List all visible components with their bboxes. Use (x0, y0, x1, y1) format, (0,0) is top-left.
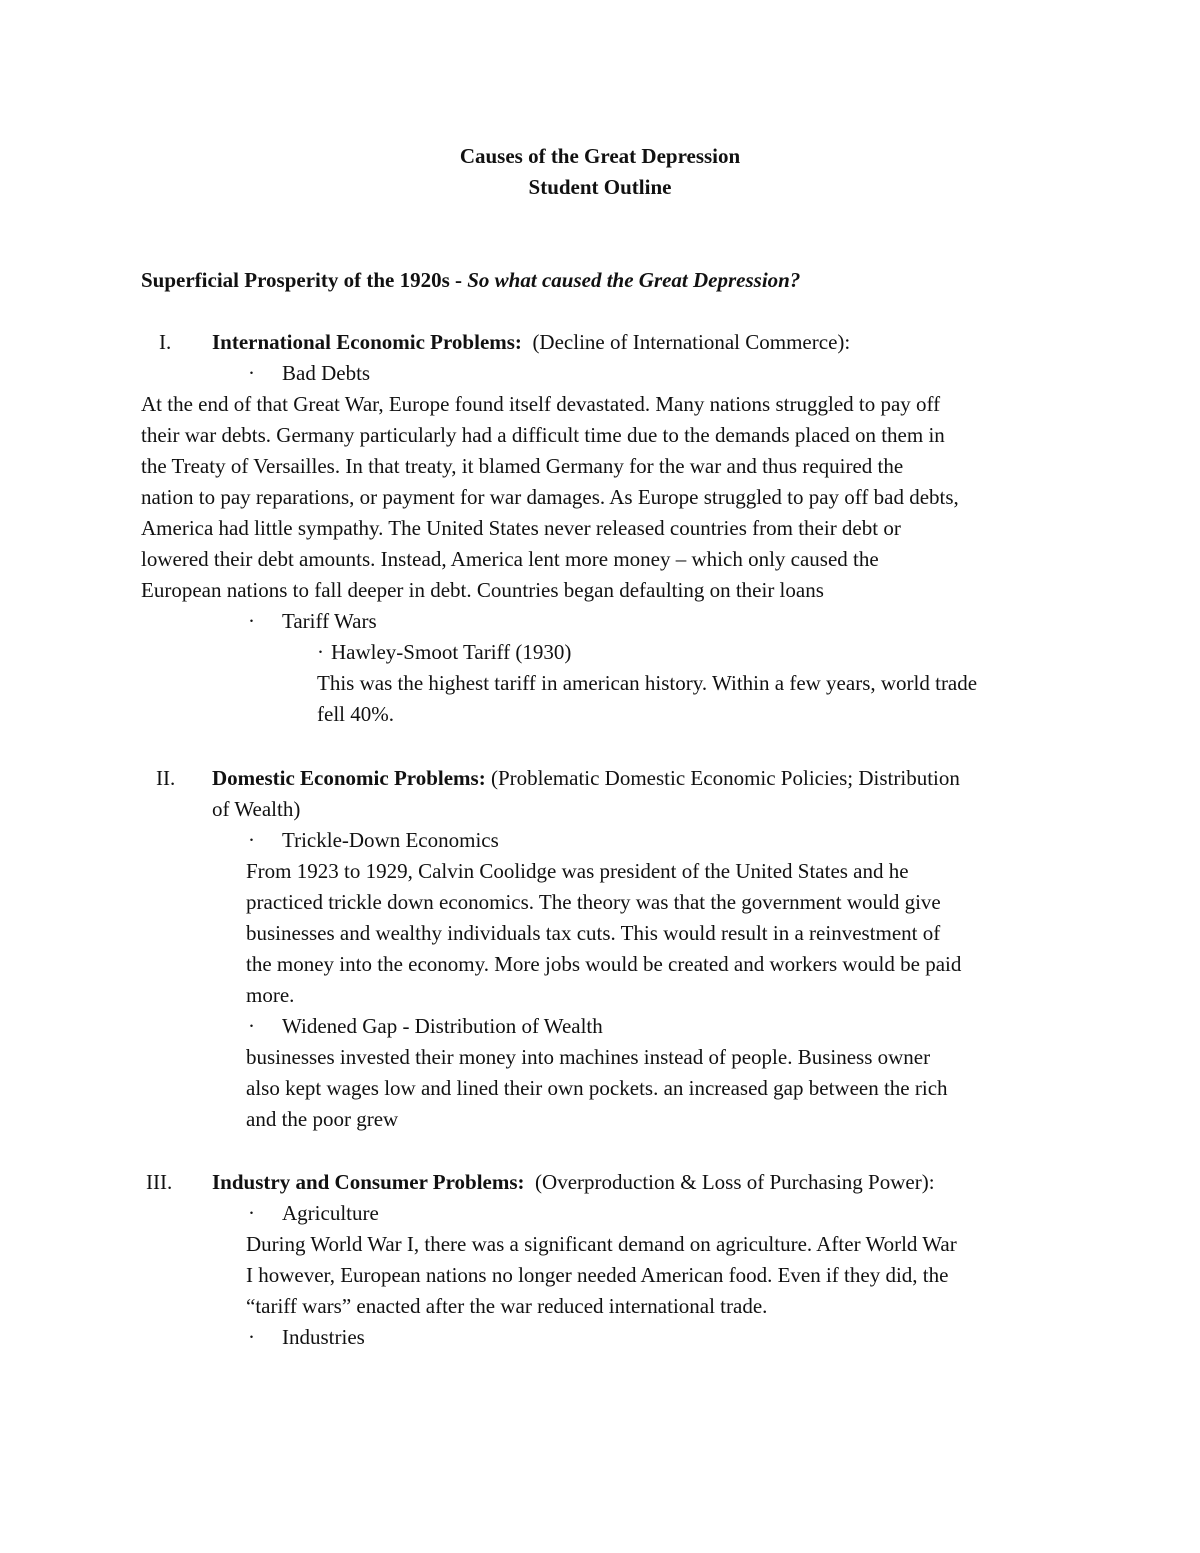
section-1-title: International Economic Problems: (212, 330, 522, 354)
trickle-down-line: businesses and wealthy individuals tax cuts. This would result in a reinvestment of (246, 921, 941, 945)
trickle-down-line: practiced trickle down economics. The theory was that the government would give (246, 890, 941, 914)
section-1-heading (212, 327, 850, 358)
tariff-wars-line: This was the highest tariff in american history. Within a few years, world trade (317, 671, 978, 695)
document-title: Causes of the Great Depression (459, 144, 741, 168)
section-2-subtitle: (Problematic Domestic Economic Policies; Distribution (490, 766, 960, 790)
industries-label: Industries (282, 1325, 365, 1349)
tariff-wars-label: Tariff Wars (282, 609, 377, 633)
bullet-icon: · (248, 609, 255, 633)
bad-debts-line: America had little sympathy. The United States never released countries from their debt or (141, 516, 901, 540)
widened-gap-line: also kept wages low and lined their own pockets. an increased gap between the rich (246, 1076, 948, 1100)
main-heading-bold: Superficial Prosperity of the 1920s (141, 268, 450, 292)
main-heading-question: So what caused the Great Depression? (467, 268, 801, 292)
section-3-numeral: III. (146, 1170, 173, 1194)
bad-debts-line: nation to pay reparations, or payment for war damages. As Europe struggled to pay off bad debts, (141, 485, 959, 509)
bullet-icon: · (248, 361, 255, 385)
agriculture-label: Agriculture (282, 1201, 379, 1225)
agriculture-line: During World War I, there was a significant demand on agriculture. After World War (246, 1232, 957, 1256)
main-heading (141, 265, 800, 296)
bullet-icon: · (248, 1201, 255, 1225)
section-3-title: Industry and Consumer Problems: (212, 1170, 525, 1194)
section-2-title: Domestic Economic Problems: (212, 766, 486, 790)
bullet-icon: · (248, 1014, 255, 1038)
bad-debts-line: lowered their debt amounts. Instead, America lent more money – which only caused the (141, 547, 879, 571)
bullet-icon: · (248, 1325, 255, 1349)
agriculture-line: “tariff wars” enacted after the war reduced international trade. (246, 1294, 768, 1318)
main-heading-separator: - (449, 268, 468, 292)
trickle-down-label: Trickle-Down Economics (282, 828, 499, 852)
widened-gap-line: and the poor grew (246, 1107, 399, 1131)
section-3-heading (212, 1167, 935, 1198)
tariff-wars-line: fell 40%. (317, 702, 394, 726)
widened-gap-label: Widened Gap - Distribution of Wealth (282, 1014, 603, 1038)
bullet-icon: · (248, 828, 255, 852)
section-1-numeral: I. (159, 330, 172, 354)
section-2-heading (212, 763, 960, 794)
bad-debts-line: the Treaty of Versailles. In that treaty, it blamed Germany for the war and thus required the (141, 454, 904, 478)
bad-debts-line: European nations to fall deeper in debt. Countries began defaulting on their loans (141, 578, 824, 602)
trickle-down-line: the money into the economy. More jobs would be created and workers would be paid (246, 952, 962, 976)
trickle-down-line: From 1923 to 1929, Calvin Coolidge was president of the United States and he (246, 859, 909, 883)
widened-gap-line: businesses invested their money into machines instead of people. Business owner (246, 1045, 931, 1069)
trickle-down-line: more. (246, 983, 295, 1007)
section-2-subtitle-cont: of Wealth) (212, 797, 301, 821)
section-1-subtitle: (Decline of International Commerce): (532, 330, 851, 354)
bullet-icon: · (317, 640, 324, 664)
bad-debts-line: their war debts. Germany particularly had a difficult time due to the demands placed on them in (141, 423, 945, 447)
section-2-numeral: II. (156, 766, 176, 790)
hawley-smoot-label: Hawley-Smoot Tariff (1930) (331, 640, 572, 664)
agriculture-line: I however, European nations no longer needed American food. Even if they did, the (246, 1263, 949, 1287)
bad-debts-line: At the end of that Great War, Europe found itself devastated. Many nations struggled to pay off (141, 392, 941, 416)
bad-debts-label: Bad Debts (282, 361, 371, 385)
document-subtitle: Student Outline (528, 175, 672, 199)
section-3-subtitle: (Overproduction & Loss of Purchasing Power): (535, 1170, 935, 1194)
